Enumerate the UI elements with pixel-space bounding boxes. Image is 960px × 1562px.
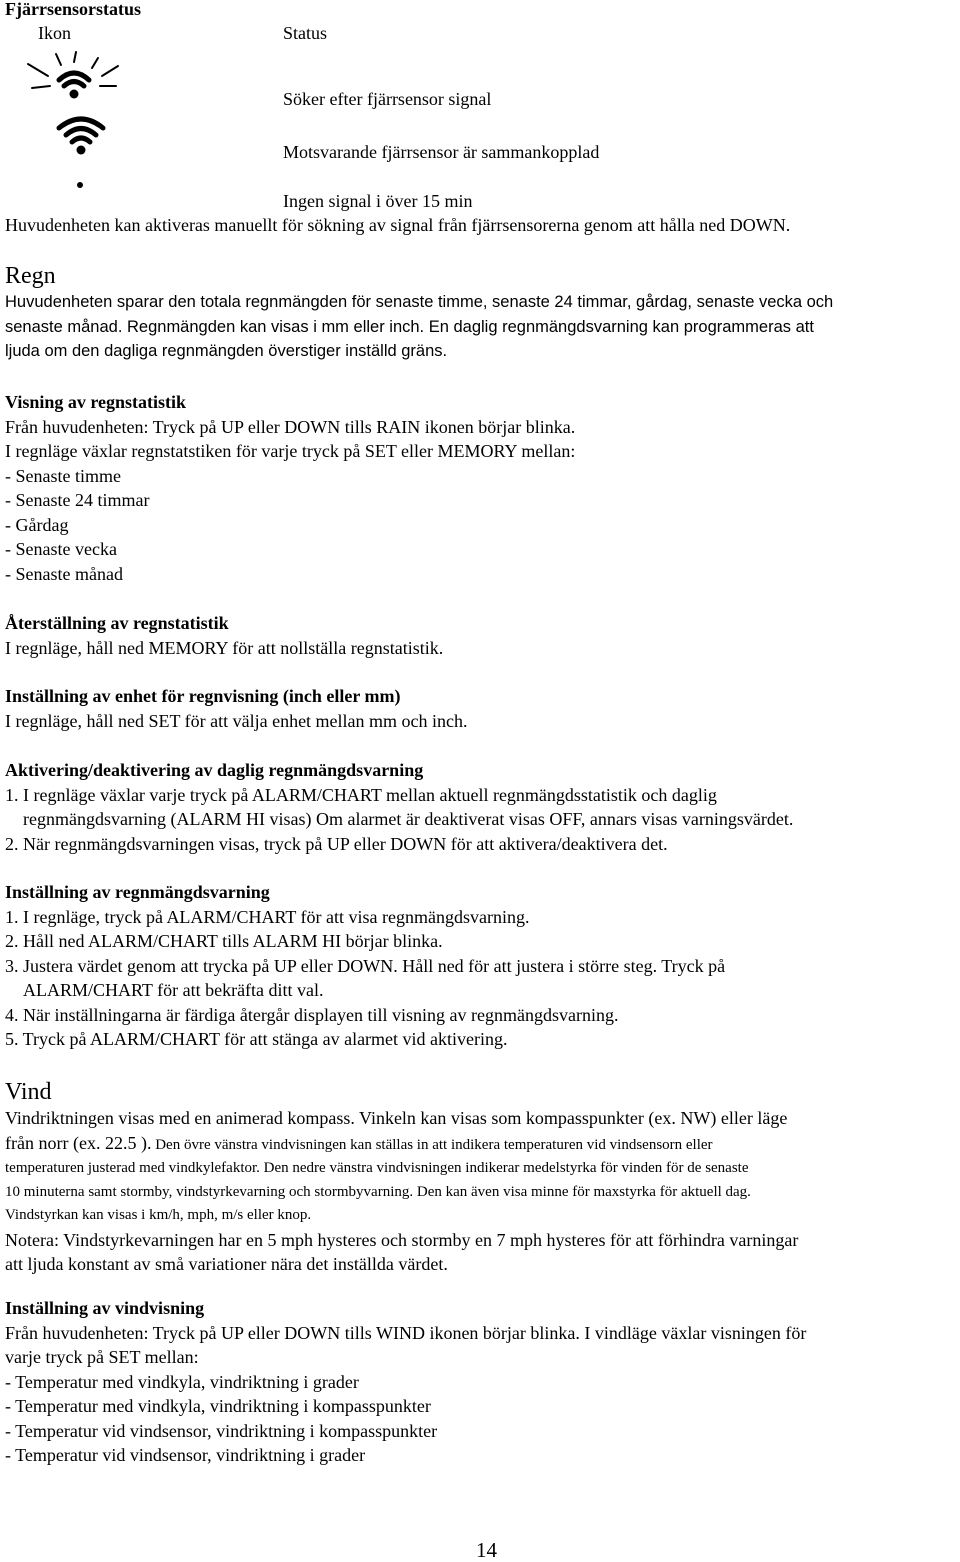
list-item: - Temperatur med vindkyla, vindriktning i grader bbox=[5, 1371, 359, 1392]
list-item: 2. Håll ned ALARM/CHART tills ALARM HI börjar blinka. bbox=[5, 931, 443, 951]
list-item: 1. I regnläge, tryck på ALARM/CHART för att visa regnmängdsvarning. bbox=[5, 906, 530, 927]
heading-rain-unit: Inställning av enhet för regnvisning (inch eller mm) bbox=[5, 686, 401, 706]
heading-rain-alarm-toggle: Aktivering/deaktivering av daglig regnmängdsvarning bbox=[5, 760, 424, 780]
paragraph-line bbox=[5, 1131, 957, 1158]
paragraph-line: att ljuda konstant av små variationer nära det inställda värdet. bbox=[5, 1254, 448, 1274]
rain-intro-line: Huvudenheten sparar den totala regnmängden för senaste timme, senaste 24 timmar, gårdag, senaste vecka och bbox=[5, 293, 834, 311]
paragraph-line: Notera: Vindstyrkevarningen har en 5 mph hysteres och stormby en 7 mph hysteres för att förhindra varningar bbox=[5, 1229, 799, 1250]
rain-intro-line: senaste månad. Regnmängden kan visas i mm eller inch. En daglig regnmängdsvarning kan programmeras att bbox=[5, 317, 814, 336]
paragraph-line: Vindriktningen visas med en animerad kompass. Vinkeln kan visas som kompasspunkter (ex. NW) eller läge bbox=[5, 1108, 788, 1128]
list-item: - Senaste timme bbox=[5, 465, 121, 486]
list-item: - Temperatur med vindkyla, vindriktning i kompasspunkter bbox=[5, 1396, 431, 1416]
wind-intro bbox=[5, 1106, 957, 1277]
heading-wind-display: Inställning av vindvisning bbox=[5, 1298, 205, 1318]
list-item: - Temperatur vid vindsensor, vindriktning i grader bbox=[5, 1445, 366, 1465]
no-signal-icon bbox=[74, 178, 86, 190]
list-item: - Temperatur vid vindsensor, vindriktning i kompasspunkter bbox=[5, 1420, 438, 1441]
paragraph-fragment: från norr (ex. 22.5 ). bbox=[5, 1132, 152, 1153]
column-header-icon: Ikon bbox=[38, 23, 71, 43]
status-searching: Söker efter fjärrsensor signal bbox=[283, 89, 492, 109]
paragraph-line: 10 minuterna samt stormby, vindstyrkevarning och stormbyvarning. Den kan även visa minne för maxstyrka för aktuell dag. bbox=[5, 1183, 751, 1200]
page-number: 14 bbox=[476, 1538, 497, 1562]
heading-rain-alarm-set: Inställning av regnmängdsvarning bbox=[5, 882, 270, 902]
list-item-continuation: ALARM/CHART för att bekräfta ditt val. bbox=[23, 980, 324, 1000]
column-header-status: Status bbox=[283, 23, 328, 43]
paragraph-line: I regnläge, håll ned SET för att välja enhet mellan mm och inch. bbox=[5, 710, 468, 731]
remote-note: Huvudenheten kan aktiveras manuellt för sökning av signal från fjärrsensorerna genom att hålla ned DOWN. bbox=[5, 215, 791, 235]
heading-rain: Regn bbox=[5, 263, 56, 289]
rain-intro bbox=[5, 290, 957, 364]
paragraph-line: temperaturen justerad med vindkylefaktor. Den nedre vänstra vindvisningen indikerar medelstyrka för vinden för de senaste bbox=[5, 1160, 749, 1176]
paragraph-line: I regnläge, håll ned MEMORY för att nollställa regnstatistik. bbox=[5, 637, 444, 658]
list-item-continuation: regnmängdsvarning (ALARM HI visas) Om alarmet är deaktiverat visas OFF, annars visas varningsvärdet. bbox=[23, 809, 794, 829]
paragraph-line: Från huvudenheten: Tryck på UP eller DOWN tills RAIN ikonen börjar blinka. bbox=[5, 416, 576, 437]
heading-wind: Vind bbox=[5, 1079, 52, 1105]
paragraph-line: Vindstyrkan kan visas i km/h, mph, m/s eller knop. bbox=[5, 1207, 312, 1223]
list-item: 4. När inställningarna är färdiga återgår displayen till visning av regnmängdsvarning. bbox=[5, 1004, 619, 1025]
status-connected: Motsvarande fjärrsensor är sammankopplad bbox=[283, 142, 600, 162]
rain-reset bbox=[5, 611, 957, 660]
paragraph-line: varje tryck på SET mellan: bbox=[5, 1347, 199, 1367]
list-item: 5. Tryck på ALARM/CHART för att stänga av alarmet vid aktivering. bbox=[5, 1029, 508, 1049]
signal-connected-icon bbox=[56, 114, 106, 156]
list-item: 3. Justera värdet genom att trycka på UP eller DOWN. Håll ned för att justera i större steg. Tryck på bbox=[5, 955, 726, 976]
status-no-signal: Ingen signal i över 15 min bbox=[283, 191, 473, 211]
list-item: 1. I regnläge växlar varje tryck på ALARM/CHART mellan aktuell regnmängdsstatistik och daglig bbox=[5, 784, 717, 805]
list-item: - Senaste vecka bbox=[5, 539, 117, 559]
list-item: - Senaste månad bbox=[5, 563, 123, 584]
paragraph-line: I regnläge växlar regnstatstiken för varje tryck på SET eller MEMORY mellan: bbox=[5, 441, 576, 461]
list-item: - Senaste 24 timmar bbox=[5, 490, 150, 510]
wind-display bbox=[5, 1296, 957, 1468]
signal-searching-icon bbox=[26, 50, 122, 102]
paragraph-line: Från huvudenheten: Tryck på UP eller DOWN tills WIND ikonen börjar blinka. I vindläge växlar visningen för bbox=[5, 1322, 807, 1343]
paragraph-fragment: Den övre vänstra vindvisningen kan ställas in att indikera temperaturen vid vindsensorn eller bbox=[151, 1136, 713, 1153]
rain-alarm-toggle bbox=[5, 758, 957, 856]
list-item: 2. När regnmängdsvarningen visas, tryck på UP eller DOWN för att aktivera/deaktivera det. bbox=[5, 833, 668, 854]
section-title-remote: Fjärrsensorstatus bbox=[5, 0, 141, 19]
rain-unit bbox=[5, 684, 957, 733]
rain-stats bbox=[5, 390, 957, 586]
rain-alarm-set bbox=[5, 880, 957, 1052]
list-item: - Gårdag bbox=[5, 514, 69, 535]
heading-rain-stats: Visning av regnstatistik bbox=[5, 392, 187, 412]
heading-rain-reset: Återställning av regnstatistik bbox=[5, 613, 229, 633]
rain-intro-line: ljuda om den dagliga regnmängden överstiger inställd gräns. bbox=[5, 342, 448, 360]
